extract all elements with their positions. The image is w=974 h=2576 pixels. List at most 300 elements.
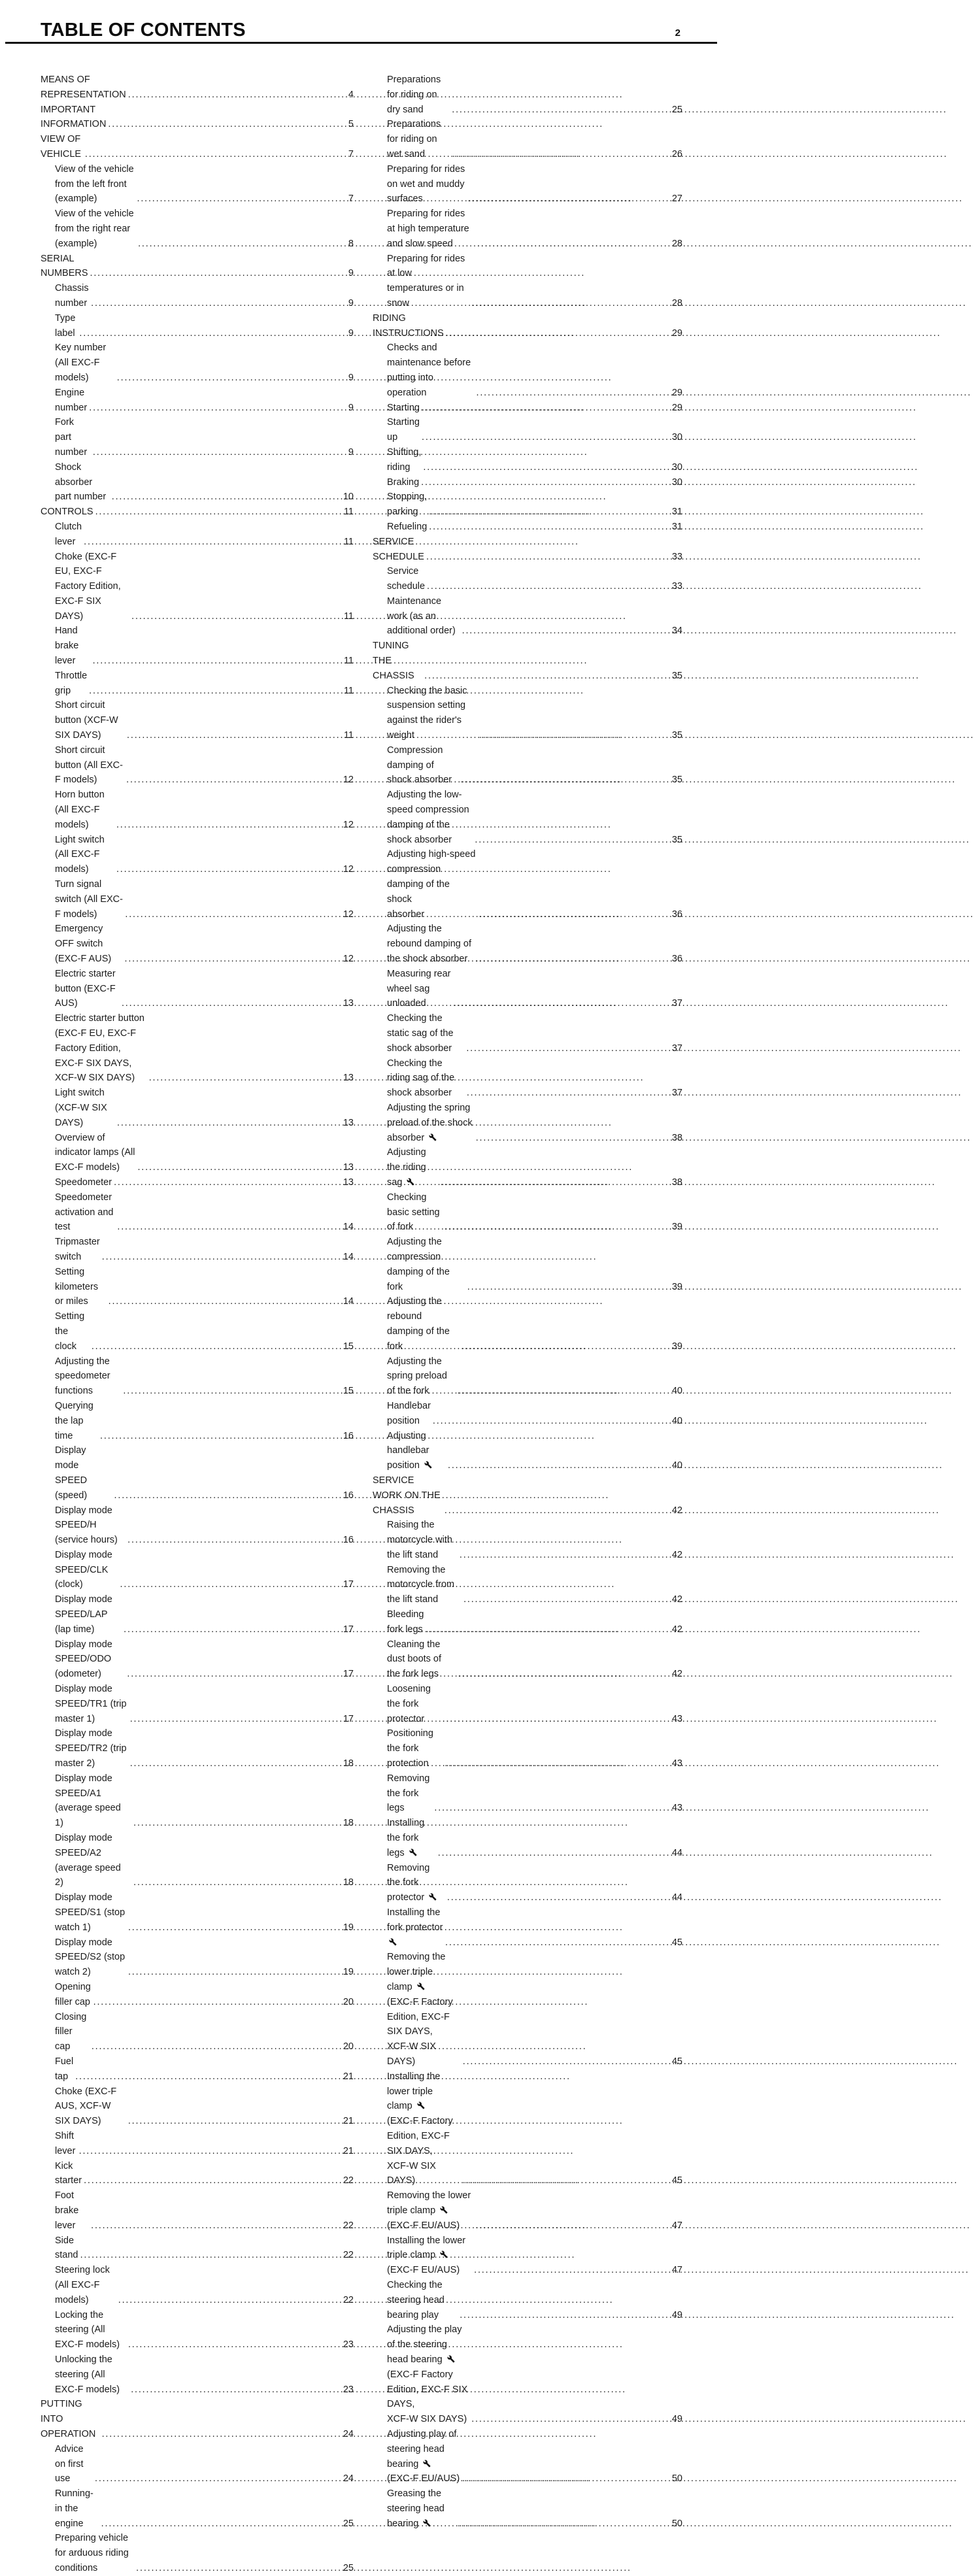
toc-sub-entry [41, 1309, 354, 1354]
toc-entry-title: Adjusting high-speed compression damping of the shock absorber [387, 849, 476, 920]
toc-sub-entry [373, 2233, 682, 2278]
toc-page-number: 42 [671, 1669, 682, 1680]
toc-entry-title: Side stand [55, 2235, 78, 2261]
dot-leader [445, 1220, 666, 1235]
toc-page-number: 40 [671, 1386, 682, 1397]
toc-page-number: 23 [343, 2384, 354, 2395]
dot-leader [467, 1086, 666, 1101]
toc-page-number: 9 [348, 327, 354, 339]
toc-sub-entry [41, 1592, 354, 1637]
toc-entry-title: Cleaning the dust boots of the fork legs [387, 1639, 442, 1680]
toc-page-number: 35 [671, 775, 682, 786]
toc-sub-entry [373, 1518, 682, 1562]
toc-entry-title: Checking the riding sag of the shock absorber [387, 1058, 455, 1099]
toc-entry-title: Horn button (All EXC-F models) [55, 790, 105, 830]
toc-sub-entry [373, 490, 682, 520]
dot-leader [434, 1801, 666, 1816]
toc-entry-title: Display mode SPEED (speed) [55, 1445, 88, 1501]
wrench-icon [389, 1935, 398, 1943]
dot-leader [84, 535, 337, 550]
dot-leader [461, 773, 666, 788]
toc-sub-entry [373, 520, 682, 535]
wrench-icon [409, 1846, 418, 1854]
toc-sub-entry [41, 386, 354, 416]
toc-entry-title: MEANS OF REPRESENTATION [41, 75, 126, 100]
dot-leader [445, 1503, 666, 1518]
dot-leader [75, 2069, 337, 2084]
toc-entry-title: Adjusting the rebound damping of the shock absorber [387, 924, 471, 965]
dot-leader [426, 1622, 666, 1637]
dot-leader [91, 296, 337, 311]
dot-leader [422, 401, 666, 416]
dot-leader [463, 2173, 666, 2188]
toc-page-number: 45 [671, 2056, 682, 2067]
toc-entry-title: Measuring rear wheel sag unloaded [387, 968, 451, 1009]
toc-page-number: 28 [671, 297, 682, 309]
dot-leader [93, 654, 337, 669]
toc-sub-entry [373, 1771, 682, 1816]
dot-leader [137, 1160, 337, 1175]
dot-leader [126, 773, 337, 788]
toc-entry-title: Starting [387, 402, 420, 413]
toc-entry-title: Checking the steering head bearing play [387, 2279, 445, 2320]
dot-leader [467, 1280, 666, 1295]
wrench-icon [423, 2457, 432, 2465]
dot-leader [429, 520, 666, 535]
toc-sub-entry [41, 1831, 354, 1890]
dot-leader [123, 1384, 337, 1399]
toc-entry-title: Foot brake lever [55, 2190, 79, 2231]
dot-leader [474, 2263, 666, 2278]
toc-entry-title: Kick starter [55, 2160, 82, 2186]
dot-leader [458, 2517, 666, 2532]
toc-entry-title: Adjusting the spring preload of the shock absorber [387, 1102, 473, 1143]
toc-sub-entry [373, 564, 682, 594]
toc-entry-title: Short circuit button (XCF-W SIX DAYS) [55, 700, 118, 741]
toc-entry-title: PUTTING INTO OPERATION [41, 2399, 96, 2439]
toc-sub-entry [373, 1950, 682, 2069]
toc-sub-entry [41, 415, 354, 460]
toc-entry-title: IMPORTANT INFORMATION [41, 104, 107, 130]
toc-page-number: 47 [671, 2265, 682, 2276]
toc-entry-title: Removing the lower triple clamp (EXC-F Factory Edition, EXC-F SIX DAYS, XCF-W SIX DAYS) [387, 1952, 453, 2067]
toc-entry-title: Choke (EXC-F AUS, XCF-W SIX DAYS) [55, 2086, 117, 2127]
dot-leader [427, 579, 666, 594]
toc-page-number: 50 [671, 2518, 682, 2529]
toc-sub-entry [41, 1935, 354, 1980]
toc-page-number: 47 [671, 2220, 682, 2231]
toc-page-number: 24 [343, 2428, 354, 2439]
toc-page-number: 8 [348, 238, 354, 249]
toc-entry-title: Chassis number [55, 283, 89, 309]
dot-leader [452, 147, 666, 162]
toc-entry-title: Emergency OFF switch (EXC-F AUS) [55, 924, 112, 965]
toc-page-number: 33 [671, 551, 682, 562]
toc-entry-title: Display mode SPEED/ODO (odometer) [55, 1639, 112, 1680]
toc-section-entry [41, 252, 354, 282]
toc-sub-entry [373, 1145, 682, 1190]
toc-sub-entry [41, 877, 354, 922]
dot-leader [426, 550, 666, 565]
toc-page-number: 18 [343, 1758, 354, 1769]
wrench-icon [447, 2352, 456, 2360]
toc-entry-title: Adjusting the spring preload of the fork [387, 1356, 447, 1397]
toc-entry-title: SERVICE WORK ON THE CHASSIS [373, 1475, 441, 1516]
dot-leader [475, 2218, 666, 2233]
toc-page-number: 17 [343, 1669, 354, 1680]
dot-leader [131, 2383, 337, 2398]
toc-entry-title: Clutch lever [55, 521, 82, 547]
toc-entry-title: Shock absorber part number [55, 461, 107, 503]
toc-sub-entry [41, 1086, 354, 1130]
dot-leader [445, 1935, 666, 1950]
dot-leader [467, 192, 666, 207]
dot-leader [117, 1220, 337, 1235]
toc-entry-title: Preparations for riding on dry sand [387, 75, 441, 115]
toc-entry-title: Type label [55, 312, 76, 339]
toc-page-number: 9 [348, 297, 354, 309]
toc-page-number: 42 [671, 1624, 682, 1635]
dot-leader [128, 2337, 337, 2352]
toc-section-entry [373, 639, 682, 683]
toc-page-number: 35 [671, 730, 682, 741]
toc-entry-title: Unlocking the steering (All EXC-F models) [55, 2354, 120, 2395]
toc-entry-title: Throttle grip [55, 670, 88, 696]
dot-leader [102, 1250, 337, 1265]
toc-page-number: 17 [343, 1713, 354, 1724]
toc-entry-title: Closing filler cap [55, 2011, 87, 2052]
toc-entry-title: Advice on first use [55, 2443, 84, 2484]
toc-page-number: 29 [671, 402, 682, 413]
dot-leader [127, 728, 337, 743]
page-header [5, 0, 717, 44]
toc-sub-entry [373, 1905, 682, 1950]
dot-leader [124, 1622, 337, 1637]
toc-entry-title: Turn signal switch (All EXC-F models) [55, 879, 123, 920]
dot-leader [477, 237, 666, 252]
toc-page-number: 9 [348, 402, 354, 413]
toc-page-number: 30 [671, 461, 682, 473]
dot-leader [466, 1041, 666, 1056]
toc-page-number: 22 [343, 2294, 354, 2305]
toc-entry-title: Fuel tap [55, 2056, 74, 2082]
toc-entry-title: Display mode SPEED/S2 (stop watch 2) [55, 1937, 126, 1978]
header-page-number: 2 [675, 27, 680, 39]
toc-sub-entry [41, 624, 354, 668]
toc-page-number: 45 [671, 2175, 682, 2186]
toc-sub-entry [41, 1682, 354, 1726]
toc-entry-title: Checking basic setting of fork [387, 1192, 440, 1233]
toc-entry-title: Display mode SPEED/TR1 (trip master 1) [55, 1684, 127, 1724]
toc-sub-entry [373, 1637, 682, 1682]
dot-leader [127, 1533, 337, 1548]
toc-page-number: 12 [343, 819, 354, 830]
toc-sub-entry [373, 2278, 682, 2322]
toc-page-number: 13 [343, 1073, 354, 1084]
toc-section-entry [373, 1473, 682, 1518]
toc-entry-title: Opening filler cap [55, 1982, 91, 2007]
toc-sub-entry [41, 2129, 354, 2159]
dot-leader [89, 401, 337, 416]
toc-entry-title: Engine number [55, 387, 88, 413]
toc-sub-entry [41, 743, 354, 788]
toc-entry-title: Locking the steering (All EXC-F models) [55, 2309, 120, 2350]
toc-page-number: 11 [343, 507, 354, 518]
toc-sub-entry [373, 1011, 682, 1056]
dot-leader [91, 2218, 337, 2233]
toc-section-entry [373, 535, 682, 565]
dot-leader [93, 1995, 337, 2010]
toc-page-number: 11 [343, 730, 354, 741]
toc-sub-entry [373, 1726, 682, 1771]
toc-page-number: 13 [343, 1162, 354, 1173]
dot-leader [127, 1667, 337, 1682]
dot-leader [438, 1846, 666, 1861]
toc-entry-title: Display mode SPEED/S1 (stop watch 1) [55, 1892, 126, 1933]
toc-entry-title: Light switch (All EXC-F models) [55, 834, 105, 875]
toc-entry-title: Setting the clock [55, 1311, 85, 1352]
toc-page-number: 14 [343, 1251, 354, 1262]
dot-leader [85, 147, 337, 162]
toc-page-number: 22 [343, 2175, 354, 2186]
toc-page-number: 14 [343, 1222, 354, 1233]
dot-leader [460, 1548, 666, 1563]
toc-entry-title: Starting up [387, 417, 420, 443]
wrench-icon [440, 2203, 449, 2211]
dot-leader [133, 1875, 337, 1890]
toc-sub-entry [41, 2054, 354, 2084]
toc-entry-title: Setting kilometers or miles [55, 1266, 99, 1307]
dot-leader [92, 2039, 337, 2054]
toc-page-number: 42 [671, 1594, 682, 1605]
dot-leader [114, 1488, 337, 1503]
toc-page-number: 42 [671, 1549, 682, 1560]
toc-sub-entry [373, 788, 682, 847]
dot-leader [433, 1414, 666, 1429]
dot-leader [429, 505, 666, 520]
toc-sub-entry [41, 1503, 354, 1548]
wrench-icon [440, 2248, 449, 2256]
toc-page-number: 10 [343, 492, 354, 503]
toc-page-number: 44 [671, 1892, 682, 1903]
dot-leader [133, 1816, 337, 1831]
dot-leader [448, 1458, 666, 1473]
dot-leader [446, 326, 666, 341]
toc-sub-entry [41, 207, 354, 251]
toc-entry-title: Hand brake lever [55, 626, 79, 667]
dot-leader [138, 237, 337, 252]
toc-page-number: 35 [671, 834, 682, 845]
toc-entry-title: Light switch (XCF-W SIX DAYS) [55, 1088, 107, 1128]
toc-sub-entry [373, 1354, 682, 1399]
toc-page-number: 16 [343, 1535, 354, 1546]
toc-sub-entry [373, 1861, 682, 1905]
toc-sub-entry [373, 1056, 682, 1101]
toc-page-number: 25 [343, 2563, 354, 2574]
toc-page-number: 29 [671, 327, 682, 339]
toc-sub-entry [41, 1771, 354, 1831]
toc-page-number: 15 [343, 1386, 354, 1397]
toc-entry-title: Removing the motorcycle from the lift stand [387, 1564, 455, 1605]
toc-page-number: 39 [671, 1222, 682, 1233]
toc-entry-title: Querying the lap time [55, 1400, 93, 1441]
toc-entry-title: RIDING INSTRUCTIONS [373, 312, 444, 339]
toc-sub-entry [373, 2322, 682, 2427]
toc-entry-title: Speedometer activation and test [55, 1192, 114, 1233]
toc-page-number: 26 [671, 148, 682, 159]
toc-page-number: 31 [671, 507, 682, 518]
toc-page-number: 43 [671, 1713, 682, 1724]
wrench-icon [429, 1131, 438, 1139]
toc-sub-entry [373, 341, 682, 400]
toc-left-column [41, 73, 354, 2576]
dot-leader [479, 728, 666, 743]
toc-sub-entry [41, 2084, 354, 2129]
toc-entry-title: Adjusting the play of the steering head bearing (EXC-F Factory Edition, EXC-F SIX DAYS, XCF-W SIX DAYS) [387, 2324, 468, 2425]
toc-sub-entry [41, 311, 354, 341]
toc-sub-entry [373, 2188, 682, 2233]
toc-sub-entry [41, 1890, 354, 1935]
toc-entry-title: Display mode SPEED/TR2 (trip master 2) [55, 1728, 127, 1769]
toc-page-number: 16 [343, 1490, 354, 1501]
toc-page-number: 39 [671, 1341, 682, 1352]
toc-sub-entry [41, 1548, 354, 1592]
toc-page-number: 18 [343, 1818, 354, 1829]
toc-page-number: 43 [671, 1803, 682, 1814]
dot-leader [118, 2293, 337, 2308]
toc-sub-entry [373, 1399, 682, 1429]
toc-entry-title: Key number (All EXC-F models) [55, 343, 107, 383]
toc-entry-title: View of the vehicle from the right rear (example) [55, 209, 134, 249]
toc-entry-title: Tripmaster switch [55, 1237, 100, 1262]
toc-entry-title: Braking [387, 477, 420, 488]
toc-page-number: 13 [343, 1117, 354, 1128]
toc-entry-title: Compression damping of shock absorber [387, 744, 452, 786]
toc-sub-entry [373, 684, 682, 743]
toc-entry-title: Installing the lower triple clamp (EXC-F Factory Edition, EXC-F SIX DAYS, XCF-W SIX DAYS) [387, 2071, 453, 2186]
toc-sub-entry [41, 1443, 354, 1503]
toc-entry-title: Display mode SPEED/H (service hours) [55, 1505, 118, 1546]
toc-entry-title: Fork part number [55, 417, 88, 458]
toc-sub-entry [373, 1429, 682, 1473]
toc-page-number: 17 [343, 1579, 354, 1590]
dot-leader [84, 2173, 337, 2188]
toc-entry-title: Display mode SPEED/LAP (lap time) [55, 1594, 112, 1635]
toc-page-number: 22 [343, 2250, 354, 2261]
toc-sub-entry [41, 669, 354, 699]
toc-sub-entry [41, 1980, 354, 2010]
toc-sub-entry [41, 1190, 354, 1235]
toc-sub-entry [373, 922, 682, 966]
dot-leader [93, 445, 337, 460]
toc-entry-title: VIEW OF VEHICLE [41, 134, 82, 159]
toc-entry-title: Display mode SPEED/CLK (clock) [55, 1549, 112, 1590]
toc-page-number: 49 [671, 2414, 682, 2425]
toc-sub-entry [41, 2263, 354, 2307]
toc-page-number: 25 [343, 2518, 354, 2529]
toc-sub-entry [373, 445, 682, 475]
toc-section-entry [41, 73, 354, 103]
toc-page-number: 44 [671, 1847, 682, 1858]
toc-entry-title: Shifting, riding [387, 446, 422, 473]
toc-entry-title: Adjusting the low-speed compression damping of the shock absorber [387, 790, 469, 845]
toc-page-number: 11 [343, 656, 354, 667]
dot-leader [92, 1339, 337, 1354]
toc-entry-title: Checks and maintenance before putting into operation [387, 343, 471, 398]
toc-sub-entry [41, 2233, 354, 2264]
toc-entry-title: Shift lever [55, 2130, 76, 2156]
toc-page-number: 40 [671, 1460, 682, 1471]
dot-leader [422, 430, 666, 445]
toc-sub-entry [373, 1816, 682, 1860]
toc-sub-entry [41, 2010, 354, 2054]
toc-page-number: 7 [348, 148, 354, 159]
page-title: TABLE OF CONTENTS [41, 20, 246, 41]
toc-page-number: 9 [348, 268, 354, 279]
dot-leader [128, 1965, 337, 1980]
dot-leader [477, 386, 667, 401]
toc-sub-entry [41, 1399, 354, 1443]
wrench-icon [407, 1175, 416, 1183]
toc-sub-entry [41, 833, 354, 877]
toc-page-number: 20 [343, 1996, 354, 2007]
dot-leader [108, 117, 337, 132]
toc-page-number: 25 [671, 104, 682, 115]
toc-sub-entry [41, 1131, 354, 1175]
toc-page-number: 30 [671, 432, 682, 443]
dot-leader [462, 1339, 666, 1354]
toc-entry-title: Handlebar position [387, 1400, 431, 1426]
dot-leader [463, 1592, 666, 1607]
toc-entry-title: Speedometer [55, 1177, 112, 1188]
toc-sub-entry [373, 401, 682, 416]
toc-sub-entry [373, 207, 682, 251]
toc-entry-title: SERVICE SCHEDULE [373, 536, 424, 562]
toc-sub-entry [373, 2427, 682, 2486]
toc-entry-title: TUNING THE CHASSIS [373, 641, 414, 681]
toc-entry-title: Adjusting play of steering head bearing (EXC-F EU/AUS) [387, 2428, 460, 2484]
toc-page-number: 19 [343, 1922, 354, 1933]
toc-page-number: 49 [671, 2309, 682, 2320]
dot-leader [454, 996, 666, 1011]
dot-leader [95, 505, 337, 520]
toc-entry-title: Removing the fork protector [387, 1861, 445, 1905]
dot-leader [102, 2427, 337, 2442]
dot-leader [124, 952, 337, 967]
dot-leader [95, 2471, 337, 2486]
toc-page-number: 27 [671, 193, 682, 205]
toc-page-number: 12 [343, 909, 354, 920]
toc-entry-title: Preparing for rides at low temperatures or in snow [387, 253, 465, 309]
toc-entry-title: Preparing vehicle for arduous riding conditions [55, 2533, 129, 2574]
toc-page-number: 33 [671, 581, 682, 592]
toc-right-column [373, 73, 682, 2576]
toc-entry-title: Overview of indicator lamps (All EXC-F models) [55, 1132, 135, 1173]
toc-entry-title: Bleeding fork legs [387, 1609, 424, 1635]
toc-section-entry [41, 505, 354, 520]
toc-page-number: 28 [671, 238, 682, 249]
dot-leader [112, 490, 337, 505]
toc-sub-entry [41, 520, 354, 550]
toc-page-number: 13 [343, 998, 354, 1009]
dot-leader [80, 2248, 337, 2263]
toc-entry-title: Display mode SPEED/A2 (average speed 2) [55, 1833, 121, 1888]
toc-sub-entry [41, 1637, 354, 1682]
toc-entry-title: Running-in the engine [55, 2488, 93, 2529]
toc-page-number: 38 [671, 1177, 682, 1188]
dot-leader [100, 1429, 337, 1444]
toc-entry-title: Preparing for rides on wet and muddy surfaces [387, 163, 465, 205]
